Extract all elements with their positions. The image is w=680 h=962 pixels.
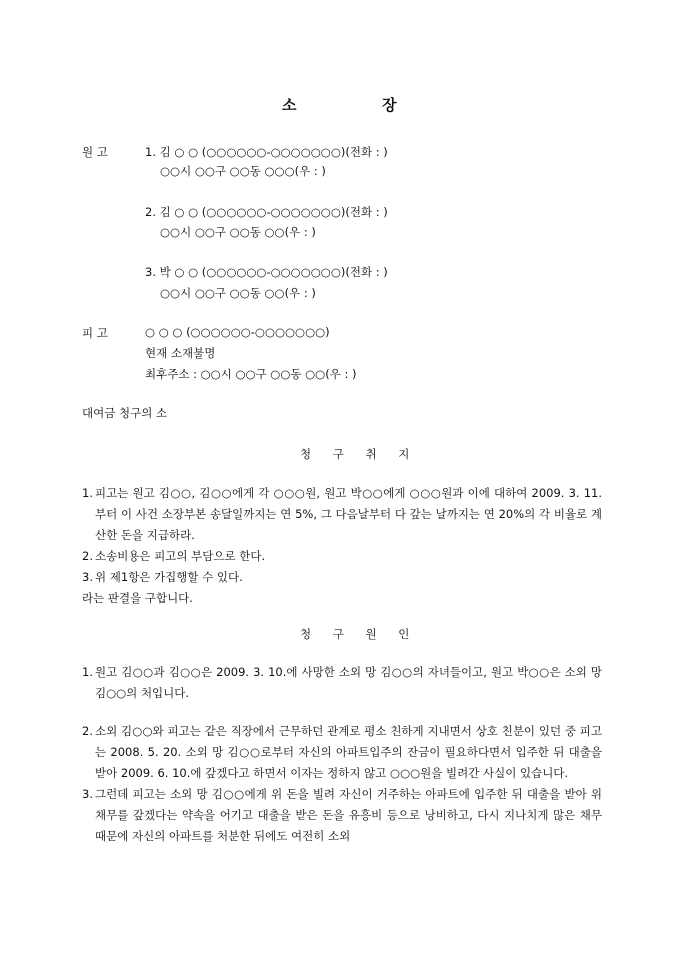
item-text: 피고는 원고 김○○, 김○○에게 각 ○○○원, 원고 박○○에게 ○○○원과 이에 대하여 2009. 3. 11. 부터 이 사건 소장부본 송달일까지는 연 5%, 그 다음날부터 다 갚는 날까지는 연 20%의 각 비율로 계산한 돈을 지급하라. xyxy=(95,486,602,542)
item-text: 소외 김○○와 피고는 같은 직장에서 근무하던 관계로 평소 친하게 지내면서 상호 친분이 있던 중 피고는 2008. 5. 20. 소외 망 김○○로부터 자신의 아파트입주의 잔금이 필요하다면서 입주한 뒤 대출을 받아 2009. 6. 10.에 갚겠다고 하면서 이자는 정하지 않고 ○○○원을 빌려간 사실이 있습니다. xyxy=(95,724,602,780)
item-number: 2. xyxy=(82,549,93,563)
document-title-left: 소 xyxy=(282,96,297,114)
claim-purpose-closing xyxy=(82,588,602,609)
plaintiff-2-address: ○○시 ○○구 ○○동 ○○(우 : ) xyxy=(160,225,316,239)
claim-purpose-heading: 청 구 취 지 xyxy=(300,447,419,461)
closing-text: 라는 판결을 구합니다. xyxy=(82,591,193,605)
plaintiff-3-identity: 3. 박 ○ ○ (○○○○○○-○○○○○○○)(전화 : ) xyxy=(145,265,388,279)
item-text: 그런데 피고는 소외 망 김○○에게 위 돈을 빌려 자신이 거주하는 아파트에 입주한 뒤 대출을 받아 위 채무를 갚겠다는 약속을 어기고 대출을 받은 돈을 유흥비 등으로 낭비하고, 다시 지나치게 많은 채무 때문에 자신의 아파트를 처분한 뒤에도 여전히 소외 xyxy=(95,787,602,843)
plaintiff-2-identity: 2. 김 ○ ○ (○○○○○○-○○○○○○○)(전화 : ) xyxy=(145,205,388,219)
plaintiff-3-address: ○○시 ○○구 ○○동 ○○(우 : ) xyxy=(160,286,316,300)
item-number: 1. xyxy=(82,665,93,679)
plaintiff-1-address: ○○시 ○○구 ○○동 ○○○(우 : ) xyxy=(160,164,326,178)
defendant-label: 피 고 xyxy=(82,326,108,340)
claim-cause-heading: 청 구 원 인 xyxy=(300,627,419,641)
claim-purpose-item xyxy=(82,567,602,588)
case-name: 대여금 청구의 소 xyxy=(82,406,168,420)
item-number: 3. xyxy=(82,570,93,584)
item-number: 1. xyxy=(82,486,93,500)
claim-cause-item-1 xyxy=(82,662,602,704)
item-text: 소송비용은 피고의 부담으로 한다. xyxy=(95,549,266,563)
claim-purpose-list xyxy=(82,483,602,609)
claim-purpose-item xyxy=(82,546,602,567)
item-text: 원고 김○○과 김○○은 2009. 3. 10.에 사망한 소외 망 김○○의 자녀들이고, 원고 박○○은 소외 망 김○○의 처입니다. xyxy=(95,665,602,700)
defendant-status: 현재 소재불명 xyxy=(145,346,216,360)
item-number: 2. xyxy=(82,724,93,738)
plaintiff-label: 원 고 xyxy=(82,145,108,159)
defendant-last-address: 최후주소 : ○○시 ○○구 ○○동 ○○(우 : ) xyxy=(145,367,357,381)
document-title-right: 장 xyxy=(382,96,397,114)
claim-purpose-item xyxy=(82,483,602,546)
item-number: 3. xyxy=(82,787,93,801)
claim-cause-item-2-3 xyxy=(82,721,602,847)
defendant-identity: ○ ○ ○ (○○○○○○-○○○○○○○) xyxy=(145,325,330,339)
plaintiff-1-identity: 1. 김 ○ ○ (○○○○○○-○○○○○○○)(전화 : ) xyxy=(145,145,388,159)
item-text: 위 제1항은 가집행할 수 있다. xyxy=(95,570,243,584)
